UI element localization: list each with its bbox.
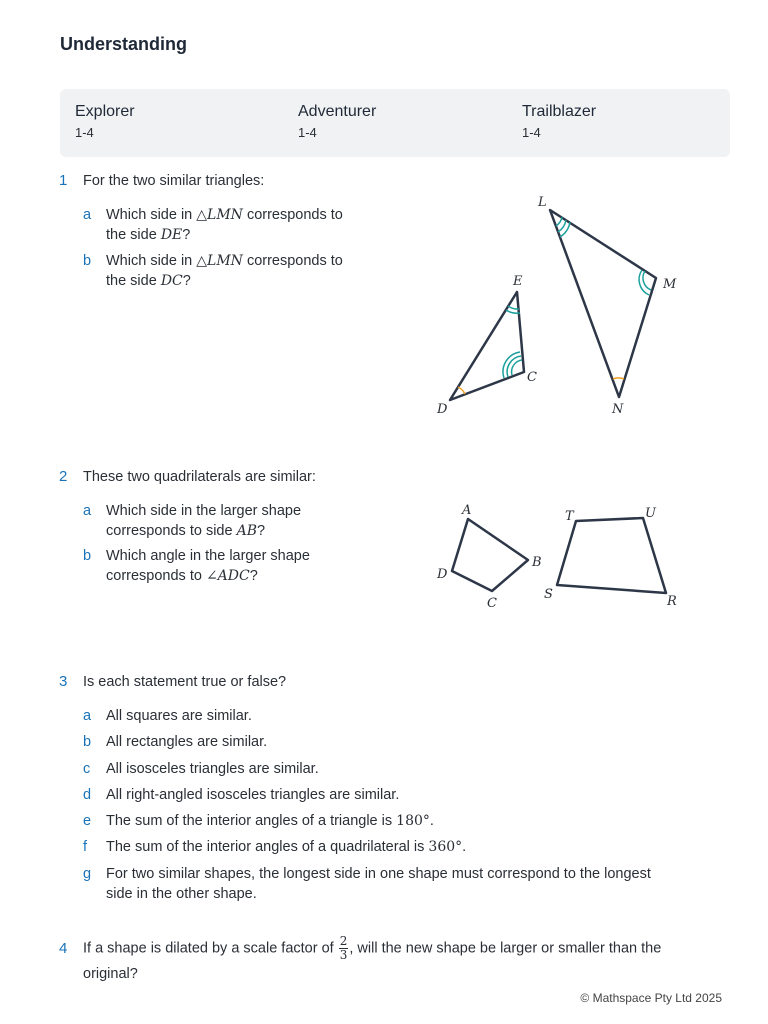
part-label: a: [83, 503, 92, 519]
angle-mark-d: [458, 387, 465, 394]
vertex-label-b: B: [532, 555, 542, 570]
triangle-lmn: [550, 210, 656, 397]
vertex-label-n: N: [612, 402, 624, 417]
level-range: 1-4: [522, 125, 541, 140]
angle-mark-n: [613, 378, 624, 379]
vertex-label-d: D: [437, 402, 448, 417]
vertex-label-l: L: [538, 195, 547, 210]
vertex-label-r: R: [667, 594, 677, 609]
level-name: Adventurer: [298, 103, 377, 120]
quadrilateral-turs: [557, 518, 666, 593]
vertex-label-d2: D: [437, 567, 448, 582]
level-name: Trailblazer: [522, 103, 597, 120]
question-text: These two quadrilaterals are similar:: [83, 469, 316, 485]
vertex-label-u: U: [645, 506, 656, 521]
part-label: b: [83, 253, 92, 269]
part-label: a: [83, 207, 92, 223]
level-range: 1-4: [298, 125, 317, 140]
question-number: 1: [59, 172, 68, 189]
vertex-label-a: A: [462, 503, 472, 518]
vertex-label-m: M: [663, 277, 677, 292]
vertex-label-s: S: [544, 587, 553, 602]
level-name: Explorer: [75, 103, 135, 120]
question-number: 3: [59, 673, 68, 690]
vertex-label-c2: C: [487, 596, 497, 611]
part-label: b: [83, 548, 92, 564]
vertex-label-c: C: [527, 370, 537, 385]
question-text: Is each statement true or false?: [83, 674, 287, 690]
vertex-label-t: T: [565, 509, 574, 524]
vertex-label-e: E: [513, 274, 523, 289]
level-range: 1-4: [75, 125, 94, 140]
question-number: 4: [59, 940, 68, 957]
copyright-footer: © Mathspace Pty Ltd 2025: [580, 991, 722, 1005]
question-text: For the two similar triangles:: [83, 173, 265, 189]
section-title: Understanding: [60, 34, 188, 54]
question-text: If a shape is dilated by a scale factor of $\frac{2}{3}$ , will the new shape be larger or smaller than the original?: [83, 934, 662, 982]
fraction: $\frac{2}{3}$: [339, 934, 348, 962]
question-number: 2: [59, 468, 68, 485]
quadrilateral-abcd: [452, 519, 528, 591]
